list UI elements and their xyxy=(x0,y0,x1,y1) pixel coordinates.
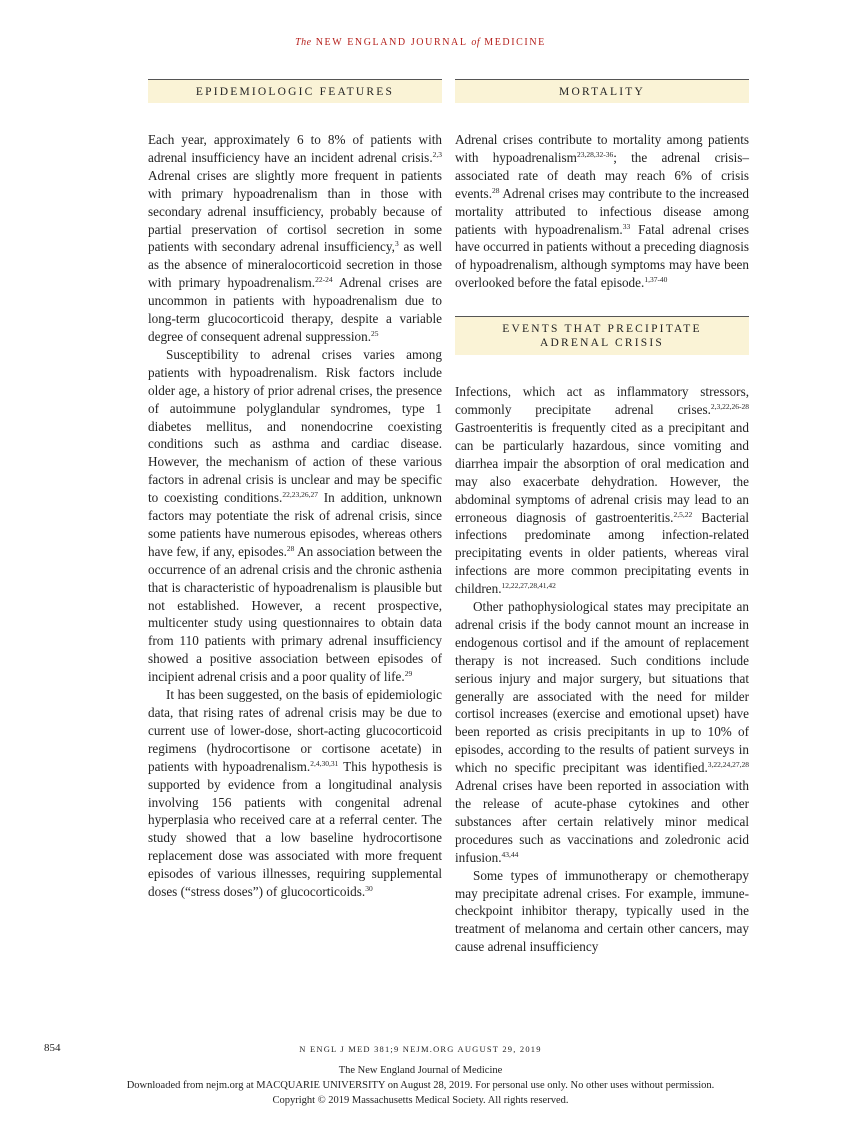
footer-copyright: Copyright © 2019 Massachusetts Medical Society. All rights reserved. xyxy=(272,1095,569,1106)
section-heading-line-1: EVENTS THAT PRECIPITATE xyxy=(502,323,702,336)
running-head xyxy=(0,37,841,48)
citation-ref: 2,5,22 xyxy=(673,509,693,519)
citation-ref: 22,23,26,27 xyxy=(282,490,318,500)
running-head-journal-a: NEW ENGLAND JOURNAL xyxy=(315,37,468,48)
paragraph-precipitants-3: Some types of immunotherapy or chemotherapy may precipitate adrenal crises. For example, immune-checkpoint inhibitor therapy, typically used in the treatment of melanoma and certain other cancers, may cause adrenal insufficiency xyxy=(455,867,749,955)
paragraph-epidemiology-2: Susceptibility to adrenal crises varies among patients with hypoadrenalism. Risk factors include older age, a history of prior adrenal crises, the presence of autoimmune polyglandular syndromes, type 1 diabetes mellitus, and nonendocrine coexisting conditions such as asthma and cardiac disease. However, the mechanism of action of these various factors in adrenal crisis is unclear and may be specific to coexisting conditions.$^{22,23,26,27}$ In addition, unknown factors may potentiate the risk of adrenal crisis, since some patients have numerous episodes, whereas others have few, if any, episodes.$^{28}$ An association between the occurrence of an adrenal crisis and the chronic asthenia that is characteristic of hypoadrenalism is plausible but not established. However, a recent prospective, multicenter study using questionnaires to obtain data from 110 patients with primary adrenal insufficiency showed a positive association between episodes of incipient adrenal crisis and a poor quality of life.$^{29}$ xyxy=(148,346,442,685)
citation-ref: 33 xyxy=(622,221,631,231)
paragraph-mortality: Adrenal crises contribute to mortality among patients with hypoadrenalism$^{23,28,32-36}$; the adrenal crisis–associated rate of death may reach 6% of crisis events.$^{28}$ Adrenal crises may contribute to the increased mortality attributed to infectious disease among patients with hypoadrenalism.$^{33}$ Fatal adrenal crises have occurred in patients without a preceding diagnosis of hypoadrenalism, although symptoms may have been overlooked before the fatal episode.$^{1,37-40}$ xyxy=(455,132,749,291)
paragraph-epidemiology-3: It has been suggested, on the basis of epidemiologic data, that rising rates of adrenal crisis may be due to current use of lower-dose, short-acting glucocorticoid regimens (hydrocortisone or cortisone acetate) in patients with hypoadrenalism.$^{2,4,30,31}$ This hypothesis is supported by evidence from a longitudinal analysis involving 156 patients with congenital adrenal hyperplasia who received care at a referral center. The study showed that a low baseline hydrocortisone replacement dose was associated with more frequent episodes of various illnesses, requiring supplemental doses (“stress doses”) of glucocorticoids.$^{30}$ xyxy=(148,687,443,900)
section-heading-line-2: ADRENAL CRISIS xyxy=(540,337,664,350)
citation-ref: 2,3 xyxy=(432,149,442,159)
citation-ref: 43,44 xyxy=(501,849,519,859)
section-heading-mortality: MORTALITY xyxy=(455,79,749,103)
citation-ref: 2,4,30,31 xyxy=(310,758,339,768)
citation-ref: 12,22,27,28,41,42 xyxy=(501,581,556,591)
section-heading-epidemiologic-features: EPIDEMIOLOGIC FEATURES xyxy=(148,79,442,103)
footer-download-notice: Downloaded from nejm.org at MACQUARIE UNIVERSITY on August 28, 2019. For personal use only. No other uses without permission. xyxy=(126,1080,715,1091)
citation-ref: 23,28,32-36 xyxy=(576,149,614,159)
paragraph-epidemiology-1: Each year, approximately 6 to 8% of patients with adrenal insufficiency have an incident adrenal crisis.$^{2,3}$ Adrenal crises are slightly more frequent in patients with primary hypoadrenalism than in those with secondary adrenal insufficiency, probably because of partial preservation of cortisol secretion in some patients with secondary adrenal insufficiency,$^3$ as well as the absence of mineralocorticoid secretion in those with primary hypoadrenalism.$^{22-24}$ Adrenal crises are uncommon in patients with hypoadrenalism due to long-term glucocorticoid therapy, despite a variable degree of consequent adrenal suppression.$^{25}$ xyxy=(148,132,443,344)
citation-ref: 28 xyxy=(492,185,500,195)
journal-citation-line: N ENGL J MED 381;9 NEJM.ORG AUGUST 29, 2019 xyxy=(299,1044,542,1054)
citation-ref: 25 xyxy=(371,328,379,338)
left-column xyxy=(148,79,442,901)
citation-ref: 28 xyxy=(286,543,295,553)
footer-journal-name: The New England Journal of Medicine xyxy=(338,1065,503,1076)
section-heading-precipitating-events xyxy=(455,316,749,355)
citation-ref: 29 xyxy=(404,669,413,679)
citation-ref: 3 xyxy=(394,239,399,249)
paragraph-precipitants-1: Infections, which act as inflammatory stressors, commonly precipitate adrenal crises.$^{2,3,22,26-28}$ Gastroenteritis is frequently cited as a precipitant and can be particularly hazardous, since vomiting and diarrhea impair the absorption of oral medication and may also exacerbate dehydration. However, the abdominal symptoms of adrenal crisis may lead to an erroneous diagnosis of gastroenteritis.$^{2,5,22}$ Bacterial infections predominate among infection-related precipitating events in older patients, whereas viral infections are more common precipitating events in children.$^{12,22,27,28,41,42}$ xyxy=(455,384,750,597)
running-head-the: The xyxy=(295,37,312,48)
citation-ref: 22-24 xyxy=(315,275,333,285)
page-number: 854 xyxy=(44,1042,61,1054)
running-head-of: of xyxy=(471,37,481,48)
citation-ref: 1,37-40 xyxy=(644,275,668,285)
citation-ref: 30 xyxy=(365,884,373,894)
right-column xyxy=(455,79,749,956)
paragraph-precipitants-2: Other pathophysiological states may precipitate an adrenal crisis if the body cannot mount an increase in endogenous cortisol and if the amount of replacement therapy is not increased. Such conditions include serious injury and major surgery, but situations that generally are associated with the need for milder cortisol increases (exercise and emotional upset) have been reported as crisis precipitants in up to 10% of episodes, according to the results of patient surveys in which no specific precipitant was identified.$^{3,22,24,27,28}$ Adrenal crises have been reported in association with the release of acute-phase cytokines and other substances after certain relatively minor medical procedures such as vaccinations and zoledronic acid infusion.$^{43,44}$ xyxy=(455,599,749,865)
running-head-journal-b: MEDICINE xyxy=(484,37,546,48)
citation-ref: 3,22,24,27,28 xyxy=(707,760,749,770)
citation-ref: 2,3,22,26-28 xyxy=(710,402,749,412)
